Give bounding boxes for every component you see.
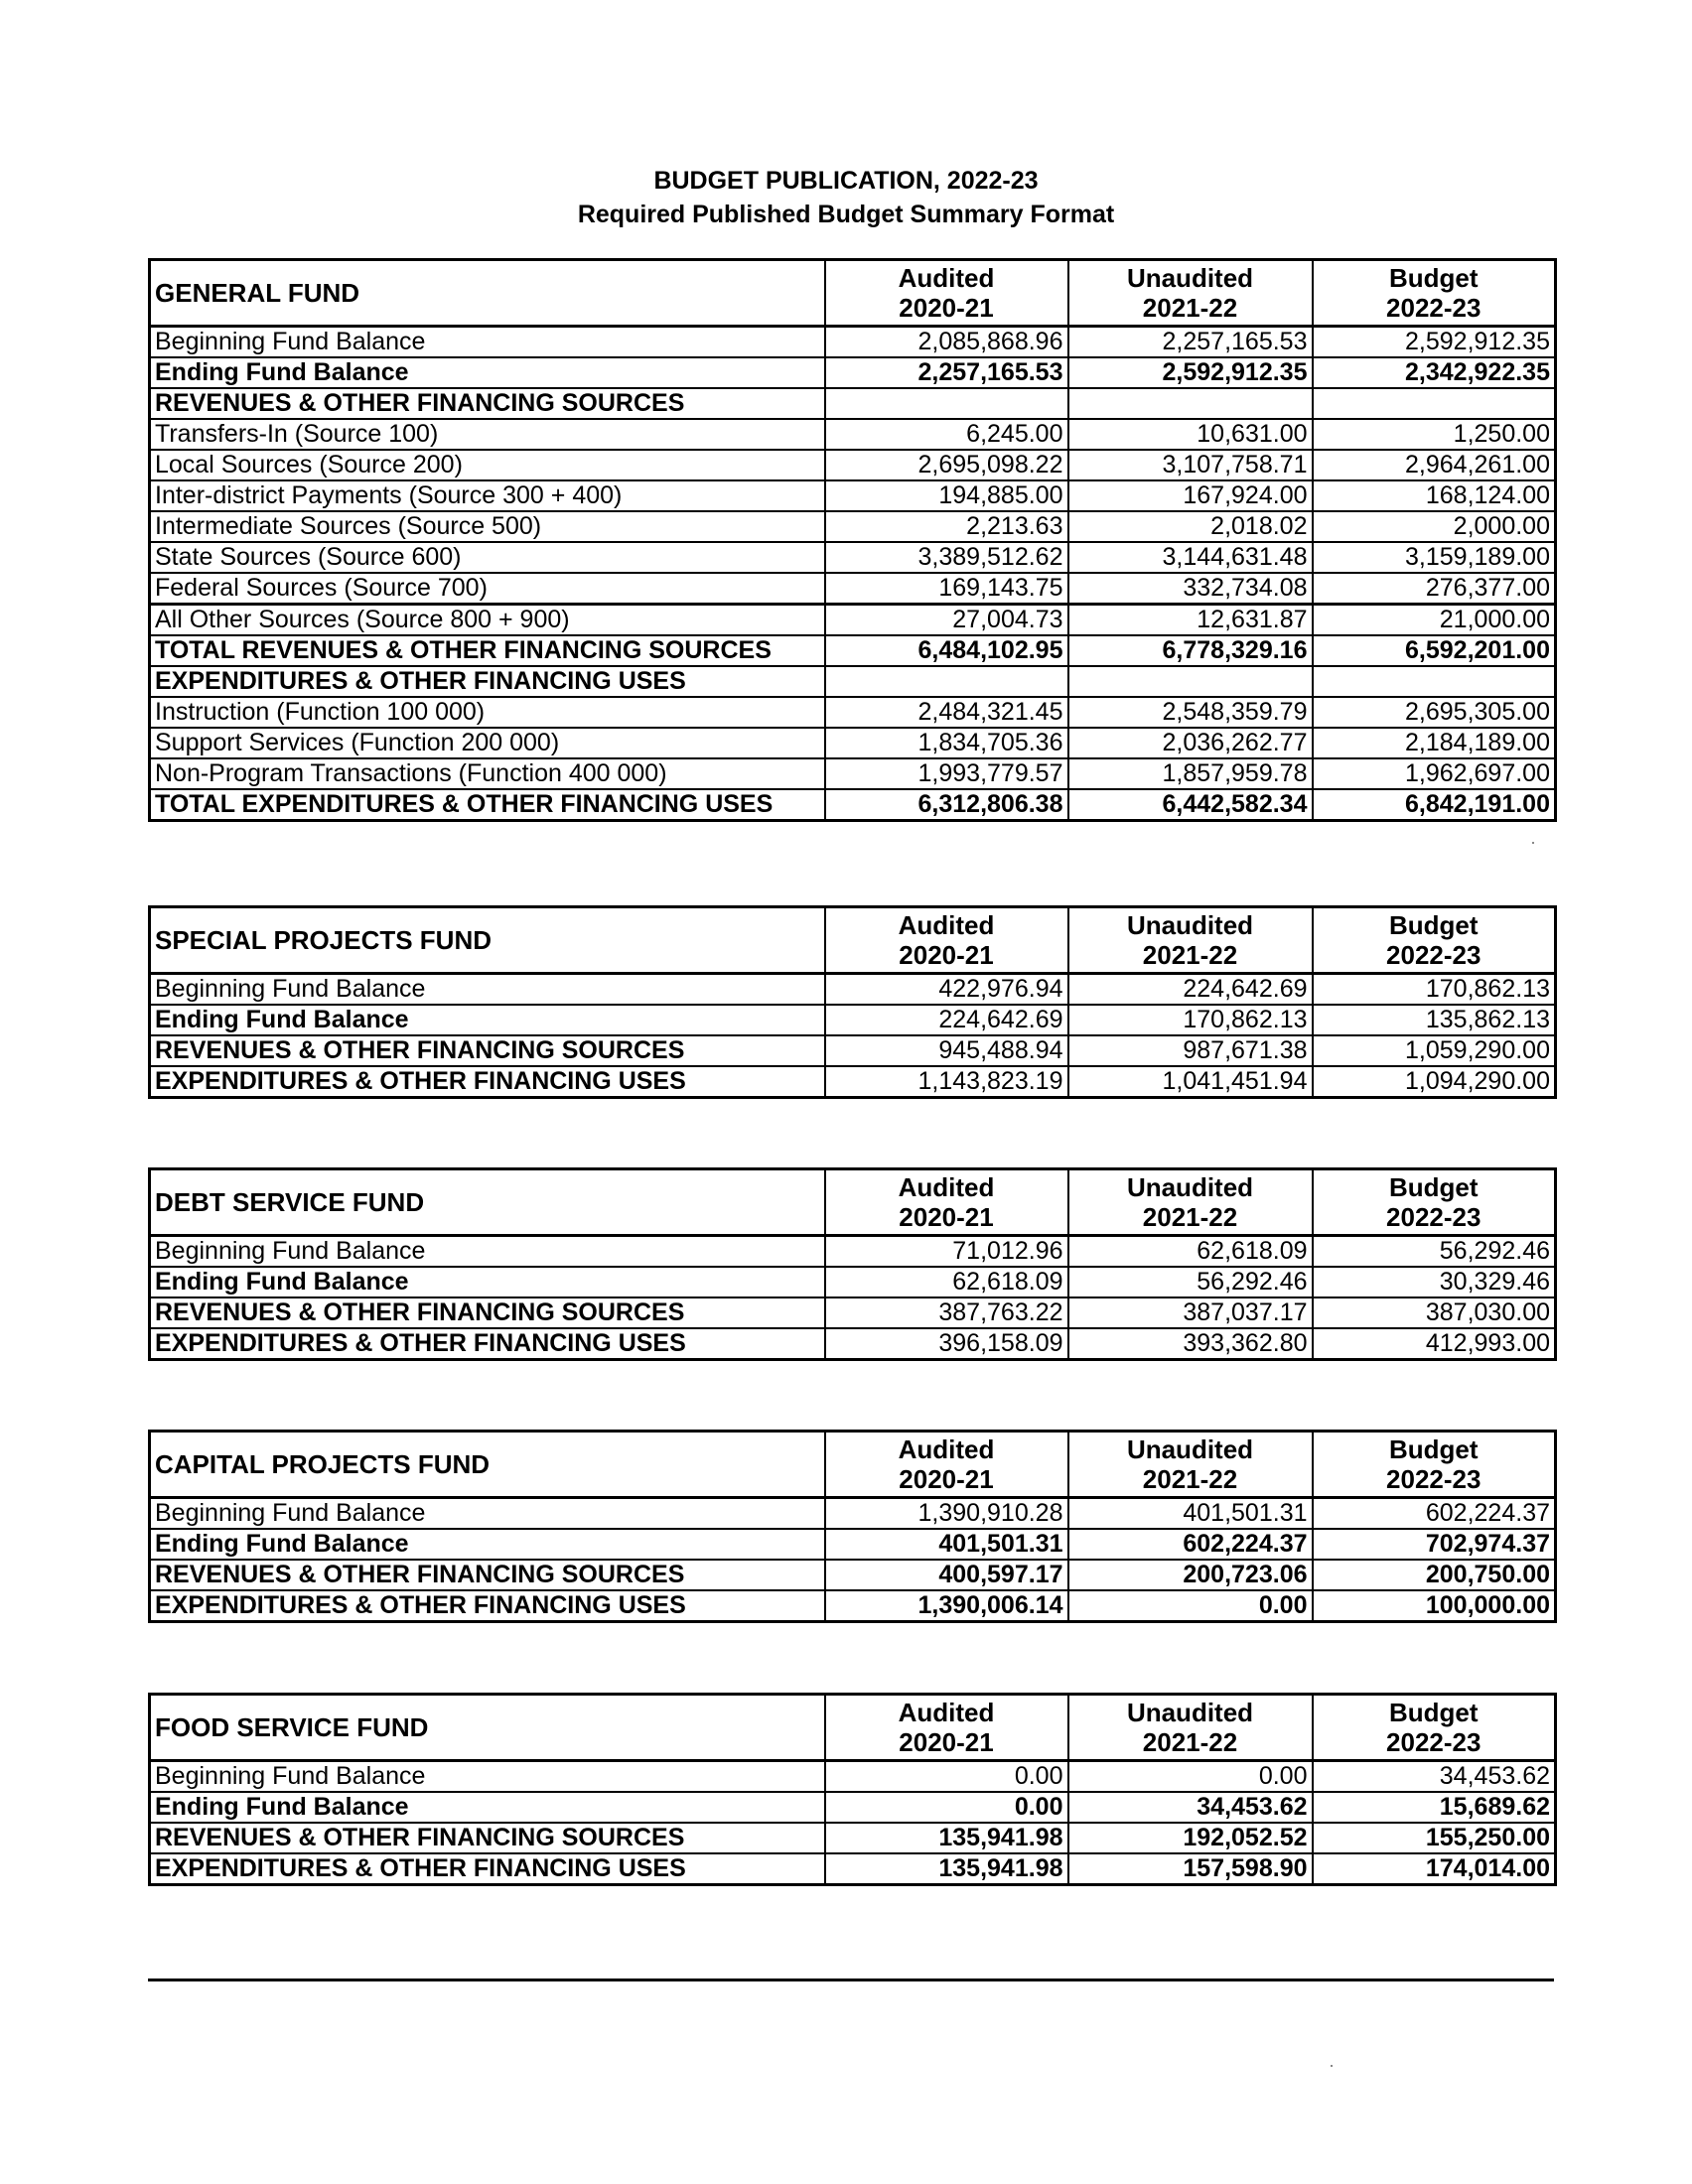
row-value: 34,453.62 — [1313, 1761, 1556, 1793]
table-row — [150, 511, 1556, 542]
row-value — [825, 666, 1068, 697]
row-value: 0.00 — [825, 1792, 1068, 1823]
row-value: 401,501.31 — [1068, 1498, 1313, 1530]
row-label: REVENUES & OTHER FINANCING SOURCES — [150, 1823, 825, 1853]
row-value: 2,036,262.77 — [1068, 728, 1313, 758]
column-header-line2: 2021-22 — [1142, 293, 1238, 323]
table-row — [150, 573, 1556, 605]
row-label: State Sources (Source 600) — [150, 542, 825, 573]
column-header-line1: Budget — [1388, 910, 1479, 940]
row-value: 2,695,098.22 — [825, 450, 1068, 480]
page-title: BUDGET PUBLICATION, 2022-23 — [653, 167, 1039, 195]
row-value: 30,329.46 — [1313, 1267, 1556, 1297]
row-value: 332,734.08 — [1068, 573, 1313, 605]
row-label: REVENUES & OTHER FINANCING SOURCES — [150, 1035, 825, 1066]
table-header-row — [150, 907, 1556, 974]
row-label: Local Sources (Source 200) — [150, 450, 825, 480]
table-row — [150, 1066, 1556, 1098]
row-value — [1313, 388, 1556, 419]
row-value: 15,689.62 — [1313, 1792, 1556, 1823]
column-header-line2: 2020-21 — [899, 1464, 994, 1494]
row-label: Ending Fund Balance — [150, 1005, 825, 1035]
table-row — [150, 1560, 1556, 1590]
row-value: 401,501.31 — [825, 1529, 1068, 1560]
row-value: 167,924.00 — [1068, 480, 1313, 511]
column-header-line1: Budget — [1388, 263, 1479, 293]
column-header-line1: Budget — [1388, 1172, 1479, 1202]
row-value: 27,004.73 — [825, 605, 1068, 636]
scan-speck — [1532, 842, 1534, 844]
row-label: Intermediate Sources (Source 500) — [150, 511, 825, 542]
row-label: Beginning Fund Balance — [150, 974, 825, 1006]
debt-service-fund-table — [148, 1167, 1557, 1361]
row-value: 135,941.98 — [825, 1823, 1068, 1853]
page-header — [0, 164, 1692, 231]
row-value: 1,041,451.94 — [1068, 1066, 1313, 1098]
table-row — [150, 450, 1556, 480]
table-row — [150, 1328, 1556, 1360]
row-value: 169,143.75 — [825, 573, 1068, 605]
row-value: 2,484,321.45 — [825, 697, 1068, 728]
column-header-line2: 2021-22 — [1142, 940, 1238, 970]
bottom-rule — [148, 1979, 1554, 1981]
row-label: Beginning Fund Balance — [150, 327, 825, 358]
row-value: 224,642.69 — [825, 1005, 1068, 1035]
column-header — [1313, 260, 1556, 327]
row-value: 71,012.96 — [825, 1236, 1068, 1268]
column-header-line1: Unaudited — [1126, 1434, 1254, 1464]
general-fund-table — [148, 258, 1557, 822]
row-value — [825, 388, 1068, 419]
column-header — [1313, 1432, 1556, 1498]
row-value: 2,257,165.53 — [1068, 327, 1313, 358]
row-label: All Other Sources (Source 800 + 900) — [150, 605, 825, 636]
row-value: 387,030.00 — [1313, 1297, 1556, 1328]
row-value: 387,763.22 — [825, 1297, 1068, 1328]
column-header — [1313, 1695, 1556, 1761]
row-label: Inter-district Payments (Source 300 + 400) — [150, 480, 825, 511]
table-row — [150, 605, 1556, 636]
row-value: 1,857,959.78 — [1068, 758, 1313, 789]
table-row — [150, 1297, 1556, 1328]
row-value: 6,484,102.95 — [825, 635, 1068, 666]
row-label: Ending Fund Balance — [150, 357, 825, 388]
row-label: Ending Fund Balance — [150, 1792, 825, 1823]
column-header — [825, 260, 1068, 327]
column-header-line1: Unaudited — [1126, 910, 1254, 940]
row-label: EXPENDITURES & OTHER FINANCING USES — [150, 1328, 825, 1360]
row-value: 56,292.46 — [1313, 1236, 1556, 1268]
row-value: 387,037.17 — [1068, 1297, 1313, 1328]
table-row — [150, 480, 1556, 511]
table-row — [150, 974, 1556, 1006]
row-label: Transfers-In (Source 100) — [150, 419, 825, 450]
row-value: 2,184,189.00 — [1313, 728, 1556, 758]
row-label: TOTAL REVENUES & OTHER FINANCING SOURCES — [150, 635, 825, 666]
table-row — [150, 1236, 1556, 1268]
column-header — [1068, 907, 1313, 974]
row-value: 393,362.80 — [1068, 1328, 1313, 1360]
row-label: REVENUES & OTHER FINANCING SOURCES — [150, 1560, 825, 1590]
column-header-line1: Audited — [898, 1434, 995, 1464]
row-value: 170,862.13 — [1068, 1005, 1313, 1035]
row-value: 56,292.46 — [1068, 1267, 1313, 1297]
column-header-line2: 2021-22 — [1142, 1727, 1238, 1757]
row-value: 200,750.00 — [1313, 1560, 1556, 1590]
column-header-line1: Audited — [898, 263, 995, 293]
row-value: 2,592,912.35 — [1068, 357, 1313, 388]
column-header-line2: 2022-23 — [1386, 940, 1481, 970]
column-header — [1068, 1695, 1313, 1761]
row-value: 170,862.13 — [1313, 974, 1556, 1006]
table-row — [150, 758, 1556, 789]
row-label: EXPENDITURES & OTHER FINANCING USES — [150, 1590, 825, 1622]
row-label: EXPENDITURES & OTHER FINANCING USES — [150, 1853, 825, 1885]
column-header-line1: Audited — [898, 1698, 995, 1727]
row-value — [1068, 388, 1313, 419]
row-value: 987,671.38 — [1068, 1035, 1313, 1066]
special-projects-fund-table — [148, 905, 1557, 1099]
table-row — [150, 1005, 1556, 1035]
column-header — [825, 1695, 1068, 1761]
column-header-line1: Budget — [1388, 1698, 1479, 1727]
column-header-line1: Audited — [898, 1172, 995, 1202]
row-value: 1,250.00 — [1313, 419, 1556, 450]
column-header-line2: 2020-21 — [899, 940, 994, 970]
column-header-line2: 2021-22 — [1142, 1202, 1238, 1232]
fund-name: DEBT SERVICE FUND — [150, 1169, 825, 1236]
table-header-row — [150, 1432, 1556, 1498]
row-value: 12,631.87 — [1068, 605, 1313, 636]
column-header — [1313, 907, 1556, 974]
row-value: 62,618.09 — [825, 1267, 1068, 1297]
column-header — [825, 1169, 1068, 1236]
row-value: 3,389,512.62 — [825, 542, 1068, 573]
row-label: Support Services (Function 200 000) — [150, 728, 825, 758]
fund-name: GENERAL FUND — [150, 260, 825, 327]
row-value: 2,000.00 — [1313, 511, 1556, 542]
row-value: 6,312,806.38 — [825, 789, 1068, 821]
row-value: 2,964,261.00 — [1313, 450, 1556, 480]
row-label: EXPENDITURES & OTHER FINANCING USES — [150, 1066, 825, 1098]
row-label: TOTAL EXPENDITURES & OTHER FINANCING USES — [150, 789, 825, 821]
row-label: EXPENDITURES & OTHER FINANCING USES — [150, 666, 825, 697]
row-label: Beginning Fund Balance — [150, 1498, 825, 1530]
row-value: 2,257,165.53 — [825, 357, 1068, 388]
table-row — [150, 1498, 1556, 1530]
row-value: 1,993,779.57 — [825, 758, 1068, 789]
row-value: 224,642.69 — [1068, 974, 1313, 1006]
column-header-line1: Budget — [1388, 1434, 1479, 1464]
row-value: 135,941.98 — [825, 1853, 1068, 1885]
row-value: 34,453.62 — [1068, 1792, 1313, 1823]
row-value: 2,592,912.35 — [1313, 327, 1556, 358]
row-value: 422,976.94 — [825, 974, 1068, 1006]
row-label: Instruction (Function 100 000) — [150, 697, 825, 728]
row-value: 1,390,910.28 — [825, 1498, 1068, 1530]
table-row — [150, 1823, 1556, 1853]
row-value: 602,224.37 — [1313, 1498, 1556, 1530]
row-value: 6,442,582.34 — [1068, 789, 1313, 821]
column-header-line2: 2022-23 — [1386, 1464, 1481, 1494]
column-header-line1: Audited — [898, 910, 995, 940]
row-label: Ending Fund Balance — [150, 1267, 825, 1297]
table-row — [150, 728, 1556, 758]
row-value: 1,390,006.14 — [825, 1590, 1068, 1622]
row-value: 3,159,189.00 — [1313, 542, 1556, 573]
row-label: Beginning Fund Balance — [150, 1761, 825, 1793]
table-row — [150, 635, 1556, 666]
row-value: 174,014.00 — [1313, 1853, 1556, 1885]
table-row — [150, 1853, 1556, 1885]
row-value: 1,834,705.36 — [825, 728, 1068, 758]
column-header-line2: 2022-23 — [1386, 1727, 1481, 1757]
row-value: 702,974.37 — [1313, 1529, 1556, 1560]
row-value: 6,592,201.00 — [1313, 635, 1556, 666]
row-value: 6,842,191.00 — [1313, 789, 1556, 821]
row-value: 1,962,697.00 — [1313, 758, 1556, 789]
row-value: 945,488.94 — [825, 1035, 1068, 1066]
row-value: 396,158.09 — [825, 1328, 1068, 1360]
row-value: 157,598.90 — [1068, 1853, 1313, 1885]
row-value: 6,245.00 — [825, 419, 1068, 450]
fund-name: SPECIAL PROJECTS FUND — [150, 907, 825, 974]
row-value: 1,059,290.00 — [1313, 1035, 1556, 1066]
table-row — [150, 327, 1556, 358]
row-value: 2,018.02 — [1068, 511, 1313, 542]
row-value: 155,250.00 — [1313, 1823, 1556, 1853]
row-value: 0.00 — [1068, 1761, 1313, 1793]
row-label: REVENUES & OTHER FINANCING SOURCES — [150, 388, 825, 419]
column-header — [1068, 1432, 1313, 1498]
row-value: 412,993.00 — [1313, 1328, 1556, 1360]
row-value — [1313, 666, 1556, 697]
column-header-line1: Unaudited — [1126, 1698, 1254, 1727]
table-row — [150, 1529, 1556, 1560]
row-value: 276,377.00 — [1313, 573, 1556, 605]
table-row — [150, 542, 1556, 573]
row-value: 10,631.00 — [1068, 419, 1313, 450]
table-row — [150, 1792, 1556, 1823]
column-header-line2: 2020-21 — [899, 293, 994, 323]
row-label: Non-Program Transactions (Function 400 000) — [150, 758, 825, 789]
table-header-row — [150, 1695, 1556, 1761]
fund-name: FOOD SERVICE FUND — [150, 1695, 825, 1761]
row-value: 1,094,290.00 — [1313, 1066, 1556, 1098]
row-value: 1,143,823.19 — [825, 1066, 1068, 1098]
table-row — [150, 1035, 1556, 1066]
table-row — [150, 1761, 1556, 1793]
column-header-line2: 2020-21 — [899, 1727, 994, 1757]
row-value: 192,052.52 — [1068, 1823, 1313, 1853]
table-header-row — [150, 260, 1556, 327]
row-value: 400,597.17 — [825, 1560, 1068, 1590]
scan-speck — [1331, 2065, 1333, 2067]
table-row — [150, 388, 1556, 419]
column-header — [1313, 1169, 1556, 1236]
row-value: 2,213.63 — [825, 511, 1068, 542]
row-value: 194,885.00 — [825, 480, 1068, 511]
row-value: 0.00 — [825, 1761, 1068, 1793]
row-value: 0.00 — [1068, 1590, 1313, 1622]
row-label: Ending Fund Balance — [150, 1529, 825, 1560]
row-label: Beginning Fund Balance — [150, 1236, 825, 1268]
food-service-fund-table — [148, 1693, 1557, 1886]
row-value: 100,000.00 — [1313, 1590, 1556, 1622]
column-header-line1: Unaudited — [1126, 1172, 1254, 1202]
row-value: 200,723.06 — [1068, 1560, 1313, 1590]
row-value: 2,695,305.00 — [1313, 697, 1556, 728]
column-header — [825, 907, 1068, 974]
row-value: 21,000.00 — [1313, 605, 1556, 636]
table-row — [150, 1267, 1556, 1297]
table-row — [150, 357, 1556, 388]
column-header-line1: Unaudited — [1126, 263, 1254, 293]
column-header-line2: 2022-23 — [1386, 293, 1481, 323]
row-value: 6,778,329.16 — [1068, 635, 1313, 666]
column-header-line2: 2022-23 — [1386, 1202, 1481, 1232]
table-header-row — [150, 1169, 1556, 1236]
table-row — [150, 789, 1556, 821]
fund-name: CAPITAL PROJECTS FUND — [150, 1432, 825, 1498]
capital-projects-fund-table — [148, 1430, 1557, 1623]
row-value: 168,124.00 — [1313, 480, 1556, 511]
row-value: 3,107,758.71 — [1068, 450, 1313, 480]
table-row — [150, 666, 1556, 697]
row-value — [1068, 666, 1313, 697]
row-value: 2,548,359.79 — [1068, 697, 1313, 728]
column-header — [1068, 1169, 1313, 1236]
row-value: 2,342,922.35 — [1313, 357, 1556, 388]
table-row — [150, 697, 1556, 728]
table-row — [150, 1590, 1556, 1622]
row-label: Federal Sources (Source 700) — [150, 573, 825, 605]
page-subtitle: Required Published Budget Summary Format — [577, 201, 1115, 228]
row-value: 135,862.13 — [1313, 1005, 1556, 1035]
column-header — [825, 1432, 1068, 1498]
row-value: 62,618.09 — [1068, 1236, 1313, 1268]
row-value: 2,085,868.96 — [825, 327, 1068, 358]
column-header — [1068, 260, 1313, 327]
row-label: REVENUES & OTHER FINANCING SOURCES — [150, 1297, 825, 1328]
column-header-line2: 2021-22 — [1142, 1464, 1238, 1494]
column-header-line2: 2020-21 — [899, 1202, 994, 1232]
table-row — [150, 419, 1556, 450]
row-value: 3,144,631.48 — [1068, 542, 1313, 573]
row-value: 602,224.37 — [1068, 1529, 1313, 1560]
